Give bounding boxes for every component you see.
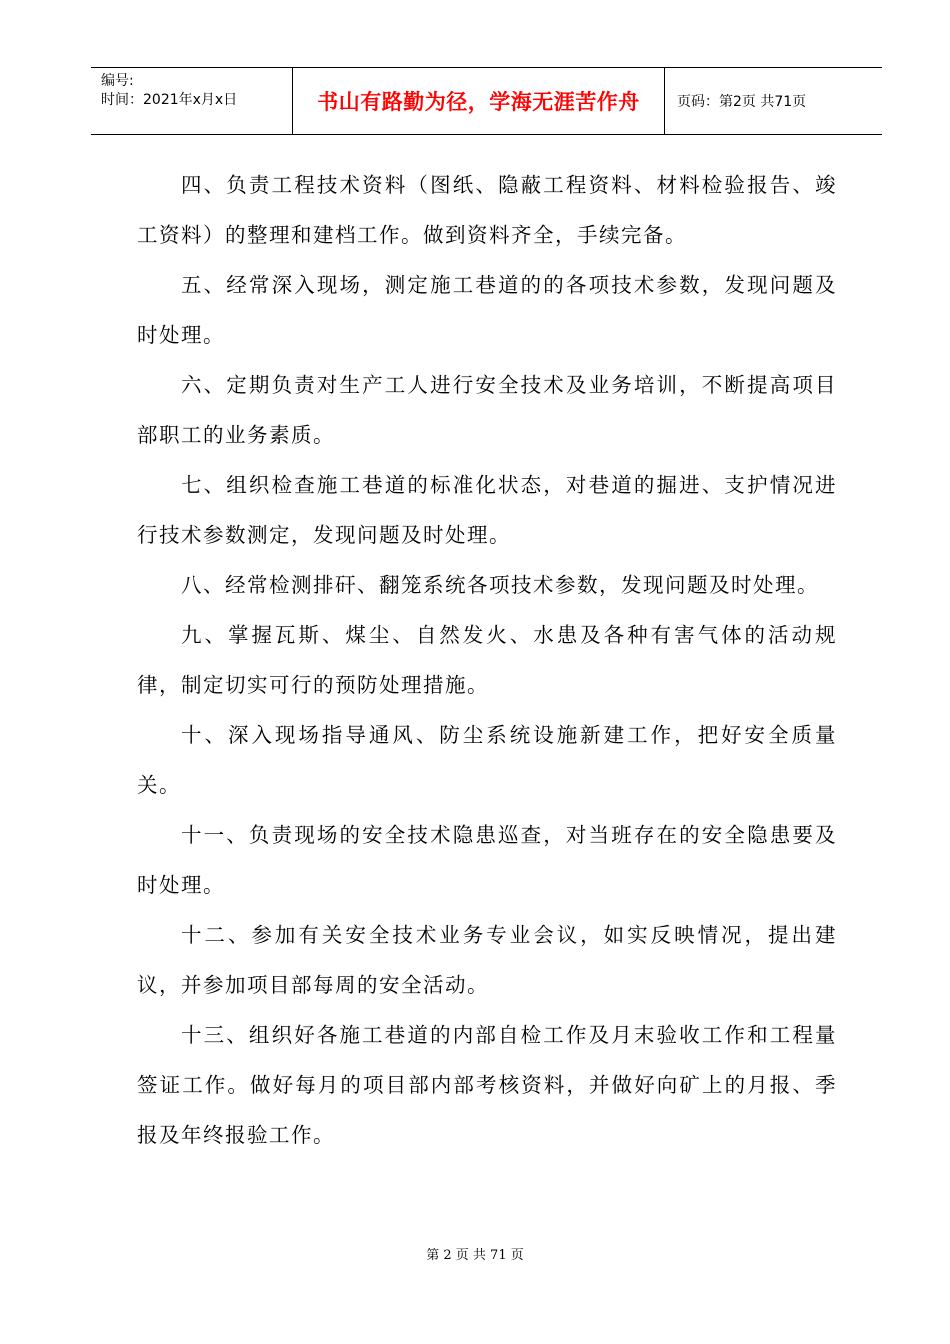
motto-text: 书山有路勤为径，学海无涯苦作舟 bbox=[317, 90, 640, 114]
paragraph-10: 十、深入现场指导通风、防尘系统设施新建工作，把好安全质量关。 bbox=[137, 723, 837, 797]
time-label: 时间：2021年x月x日 bbox=[101, 92, 238, 108]
page-footer bbox=[0, 1244, 950, 1263]
paragraph-5: 五、经常深入现场，测定施工巷道的的各项技术参数，发现问题及时处理。 bbox=[137, 273, 837, 347]
document-header bbox=[91, 67, 882, 135]
footer-page-number: 第 2 页 共 71 页 bbox=[426, 1248, 524, 1263]
paragraph-11: 十一、负责现场的安全技术隐患巡查，对当班存在的安全隐患要及时处理。 bbox=[137, 823, 837, 897]
paragraph-13: 十三、组织好各施工巷道的内部自检工作及月末验收工作和工程量签证工作。做好每月的项目部内部考核资料，并做好向矿上的月报、季报及年终报验工作。 bbox=[137, 1023, 837, 1147]
paragraph-8: 八、经常检测排矸、翻笼系统各项技术参数，发现问题及时处理。 bbox=[181, 573, 819, 597]
document-body bbox=[137, 160, 837, 1160]
paragraph-6: 六、定期负责对生产工人进行安全技术及业务培训，不断提高项目部职工的业务素质。 bbox=[137, 373, 837, 447]
page-number-cell bbox=[665, 68, 882, 134]
number-label: 编号: bbox=[101, 73, 134, 89]
header-page-label: 页码：第2页 共71页 bbox=[677, 94, 807, 110]
paragraph-12: 十二、参加有关安全技术业务专业会议，如实反映情况，提出建议，并参加项目部每周的安全活动。 bbox=[137, 923, 837, 997]
paragraph-9: 九、掌握瓦斯、煤尘、自然发火、水患及各种有害气体的活动规律，制定切实可行的预防处理措施。 bbox=[137, 623, 837, 697]
paragraph-7: 七、组织检查施工巷道的标准化状态，对巷道的掘进、支护情况进行技术参数测定，发现问题及时处理。 bbox=[137, 473, 837, 547]
motto-cell bbox=[293, 68, 665, 134]
paragraph-4: 四、负责工程技术资料（图纸、隐蔽工程资料、材料检验报告、竣工资料）的整理和建档工作。做到资料齐全，手续完备。 bbox=[137, 173, 837, 247]
header-meta-cell bbox=[91, 68, 293, 134]
